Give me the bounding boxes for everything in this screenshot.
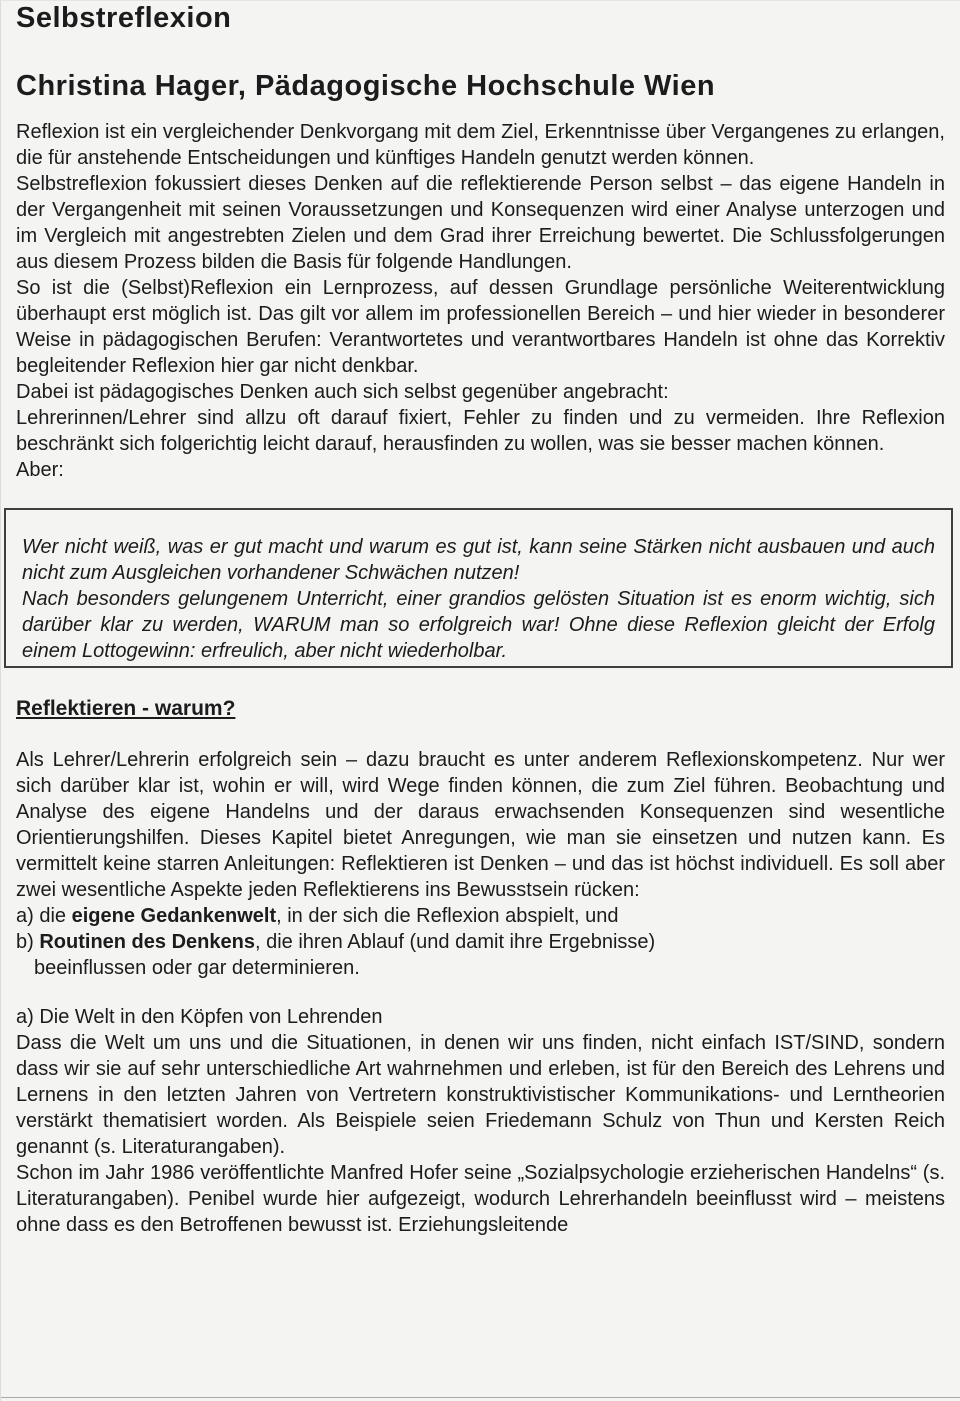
intro-section bbox=[16, 119, 945, 483]
section-body bbox=[16, 747, 945, 981]
list-item-b-suffix: , die ihren Ablauf (und damit ihre Ergebnisse) bbox=[254, 931, 656, 953]
quote-paragraph-staerken: Wer nicht weiß, was er gut macht und warum es gut ist, kann seine Stärken nicht ausbauen und auch nicht zum Ausgleichen vorhandener Schwächen nutzen! bbox=[22, 536, 935, 584]
section-heading-reflektieren-warum: Reflektieren - warum? bbox=[16, 697, 236, 720]
paragraph-hofer-1986: Schon im Jahr 1986 veröffentlichte Manfred Hofer seine „Sozialpsychologie erzieherischen Handelns“ (s. Literaturangaben). Penibel wurde hier aufgezeigt, wodurch Lehrerhandeln beeinflusst wird – meistens ohne dass es den Betroffenen bewusst ist. Erziehungsleitende bbox=[16, 1162, 945, 1236]
document-author: Christina Hager, Pädagogische Hochschule Wien bbox=[16, 70, 716, 102]
paragraph-reflexion-definition: Reflexion ist ein vergleichender Denkvorgang mit dem Ziel, Erkenntnisse über Vergangenes zu erlangen, die für anstehende Entscheidungen und künftiges Handeln genutzt werden können. bbox=[16, 121, 945, 169]
paragraph-selbstreflexion: Selbstreflexion fokussiert dieses Denken auf die reflektierende Person selbst – das eigene Handeln in der Vergangenheit mit seinen Voraussetzungen und Konsequenzen wird einer Analyse unterzogen und im Vergleich mit angestrebten Zielen und dem Grad ihrer Erreichung bewertet. Die Schlussfolgerungen aus diesem Prozess bilden die Basis für folgende Handlungen. bbox=[16, 173, 945, 273]
list-item-a-prefix: a) die bbox=[16, 905, 72, 927]
list-item-a-bold: eigene Gedankenwelt bbox=[71, 905, 277, 927]
list-item-b-continuation: beeinflussen oder gar determinieren. bbox=[34, 957, 360, 979]
paragraph-paedagogisches-denken: Dabei ist pädagogisches Denken auch sich selbst gegenüber angebracht: bbox=[16, 381, 669, 403]
list-item-b-prefix: b) bbox=[16, 931, 40, 953]
quote-box bbox=[4, 508, 953, 668]
paragraph-konstruktivistisch: Dass die Welt um uns und die Situationen, in denen wir uns finden, nicht einfach IST/SIND, sondern dass wir sie auf sehr unterschiedliche Art wahrnehmen und erleben, ist für den Bereich des Lehrens und Lernens in den letzten Jahren von Vertretern konstruktivistischer Kommunikations- und Lerntheorien verstärkt thematisiert worden. Als Beispiele seien Friedemann Schulz von Thun und Kersten Reich genannt (s. Literaturangaben). bbox=[16, 1032, 945, 1158]
quote-paragraph-lottogewinn: Nach besonders gelungenem Unterricht, einer grandios gelösten Situation ist es enorm wichtig, sich darüber klar zu werden, WARUM man so erfolgreich war! Ohne diese Reflexion gleicht der Erfolg einem Lottogewinn: erfreulich, aber nicht wiederholbar. bbox=[22, 588, 935, 662]
subsection-welt-in-koepfen bbox=[16, 1004, 945, 1238]
paragraph-lehrerinnen: Lehrerinnen/Lehrer sind allzu oft darauf fixiert, Fehler zu finden und zu vermeiden. Ihre Reflexion beschränkt sich folgerichtig leicht darauf, herausfinden zu wollen, was sie besser machen können. bbox=[16, 407, 945, 455]
page-bottom-edge bbox=[1, 1397, 960, 1398]
list-item-a-suffix: , in der sich die Reflexion abspielt, und bbox=[276, 905, 619, 927]
paragraph-aber: Aber: bbox=[16, 459, 64, 481]
document-title: Selbstreflexion bbox=[16, 2, 232, 34]
list-item-b bbox=[16, 929, 945, 955]
subsection-heading: a) Die Welt in den Köpfen von Lehrenden bbox=[16, 1006, 383, 1028]
paragraph-reflexionskompetenz: Als Lehrer/Lehrerin erfolgreich sein – dazu braucht es unter anderem Reflexionskompetenz. Nur wer sich darüber klar ist, wohin er will, wird Wege finden können, die zum Ziel führen. Beobachtung und Analyse des eigene Handelns und der daraus erwachsenden Konsequenzen sind wesentliche Orientierungshilfen. Dieses Kapitel bietet Anregungen, wie man sie einsetzen und nutzen kann. Es vermittelt keine starren Anleitungen: Reflektieren ist Denken – und das ist höchst individuell. Es soll aber zwei wesentliche Aspekte jeden Reflektierens ins Bewusstsein rücken: bbox=[16, 749, 945, 901]
paragraph-lernprozess: So ist die (Selbst)Reflexion ein Lernprozess, auf dessen Grundlage persönliche Weiterentwicklung überhaupt erst möglich ist. Das gilt vor allem im professionellen Bereich – und hier wieder in besonderer Weise in pädagogischen Berufen: Verantwortetes und verantwortbares Handeln ist ohne das Korrektiv begleitender Reflexion hier gar nicht denkbar. bbox=[16, 277, 945, 377]
list-item-b-bold: Routinen des Denkens bbox=[39, 931, 255, 953]
list-item-a bbox=[16, 903, 945, 929]
aspects-list bbox=[16, 903, 945, 981]
